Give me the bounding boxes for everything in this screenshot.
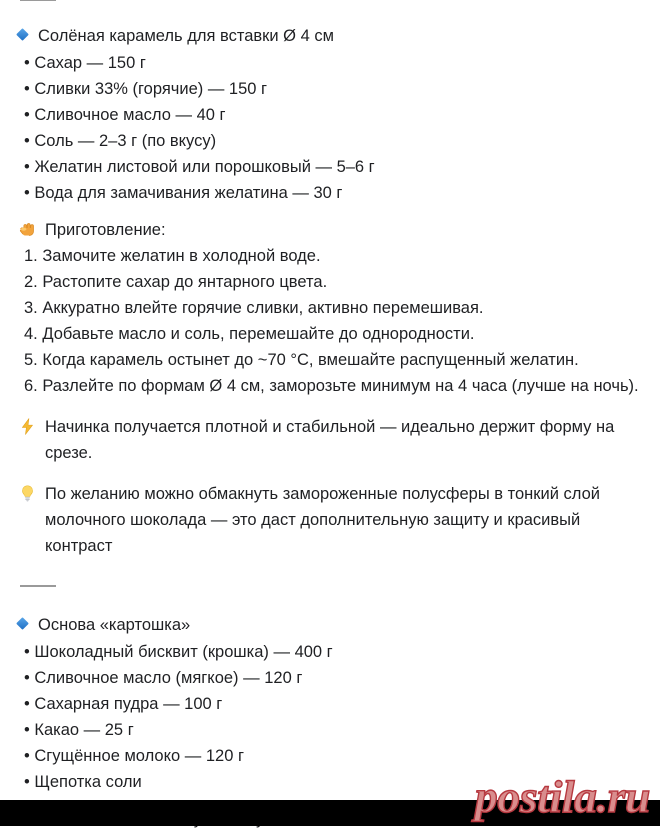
ingredient-item: • Какао — 25 г — [24, 721, 134, 739]
ingredient-item: • Сливочное масло — 40 г — [24, 106, 226, 124]
ingredient-item: • Сливки 33% (горячие) — 150 г — [24, 80, 268, 98]
note-row-tip — [18, 481, 646, 559]
method-step: 3. Аккуратно влейте горячие сливки, активно перемешивая. — [24, 299, 484, 317]
method-step: 4. Добавьте масло и соль, перемешайте до однородности. — [24, 325, 475, 343]
method-step: 2. Растопите сахар до янтарного цвета. — [24, 273, 328, 291]
pointing-hand-icon — [18, 220, 37, 239]
method-step: 6. Разлейте по формам Ø 4 см, заморозьте минимум на 4 часа (лучше на ночь). — [24, 377, 639, 395]
lightbulb-icon — [18, 484, 37, 503]
lightning-bolt-icon — [18, 417, 37, 436]
ingredient-item: • Соль — 2–3 г (по вкусу) — [24, 132, 217, 150]
blue-diamond-icon — [16, 617, 29, 630]
note-text: По желанию можно обмакнуть замороженные полусферы в тонкий слой молочного шоколада — это даст дополнительную защиту и красивый контраст — [45, 485, 600, 555]
spacer — [18, 206, 646, 217]
section-heading-label: Основа «картошка» — [38, 616, 191, 634]
method-step: 5. Когда карамель остынет до ~70 °C, вмешайте распущенный желатин. — [24, 351, 579, 369]
method-step: 1. Замочите желатин в холодной воде. — [24, 247, 321, 265]
ingredient-item: • Сливочное масло (мягкое) — 120 г — [24, 669, 303, 687]
postila-watermark: postila.ru — [474, 771, 650, 822]
method-label-row — [18, 217, 646, 243]
spacer — [18, 466, 646, 481]
spacer — [18, 399, 646, 414]
ingredient-item: • Сгущённое молоко — 120 г — [24, 747, 244, 765]
ingredient-item: • Сахарная пудра — 100 г — [24, 695, 223, 713]
section-heading-salted-caramel — [18, 23, 646, 49]
section-heading-potato-base — [18, 612, 646, 638]
note-row-stability — [18, 414, 646, 466]
section-heading-label: Солёная карамель для вставки Ø 4 см — [38, 27, 334, 45]
ingredient-item: • Шоколадный бисквит (крошка) — 400 г — [24, 643, 333, 661]
ingredient-item: • Сахар — 150 г — [24, 54, 146, 72]
blue-diamond-icon — [16, 28, 29, 41]
ingredient-item: • Желатин листовой или порошковый — 5–6 г — [24, 158, 375, 176]
method-label: Приготовление: — [45, 221, 166, 239]
ingredient-item: • Вода для замачивания желатина — 30 г — [24, 184, 343, 202]
section-divider-top — [20, 0, 56, 1]
note-text: Начинка получается плотной и стабильной — идеально держит форму на срезе. — [45, 418, 615, 462]
section-salted-caramel — [18, 23, 646, 559]
section-divider-middle — [20, 585, 56, 587]
ingredient-item: • Щепотка соли — [24, 773, 142, 791]
